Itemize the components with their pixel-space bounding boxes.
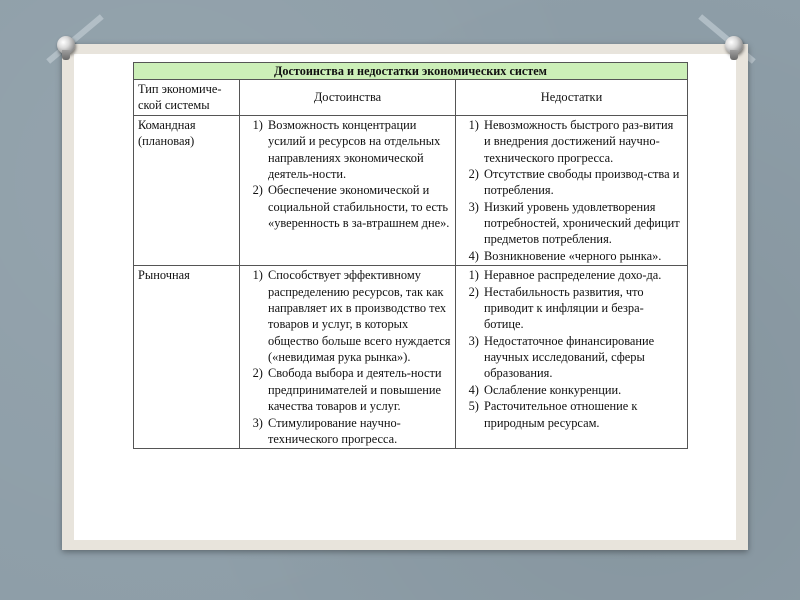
list-item: 3. Стимулирование научно-технического прогресса. [266,415,451,448]
list-item: 1. Неравное распределение дохо-да. [482,267,683,283]
table-row [134,266,688,449]
list-item: 2. Отсутствие свободы производ-ства и потребления. [482,166,683,199]
table-row [134,115,688,265]
list-item: 2. Свобода выбора и деятель-ности предпринимателей и повышение качества товаров и услуг. [266,365,451,414]
system-type-cell: Командная (плановая) [134,115,240,265]
disadvantages-cell [456,115,688,265]
list-item: 2. Обеспечение экономической и социальной стабильности, то есть «уверенность в за-втрашнем дне». [266,182,451,231]
list-item: 4. Ослабление конкуренции. [482,382,683,398]
list-item: 3. Низкий уровень удовлетворения потребностей, хронический дефицит предметов потребления. [482,199,683,248]
advantages-cell [240,115,456,265]
table-title: Достоинства и недостатки экономических систем [134,63,688,80]
list-item: 2. Нестабильность развития, что приводит к инфляции и безра-ботице. [482,284,683,333]
pushpin-icon [725,36,743,54]
header-disadvantages: Недостатки [456,80,688,116]
list-item: 5. Расточительное отношение к природным ресурсам. [482,398,683,431]
list-item: 4. Возникновение «черного рынка». [482,248,683,264]
list-item: 1. Возможность концентрации усилий и ресурсов на отдельных направлениях экономической деятель-ности. [266,117,451,183]
disadvantages-cell [456,266,688,449]
pushpin-icon [57,36,75,54]
header-system-type: Тип экономиче-ской системы [134,80,240,116]
system-type-cell: Рыночная [134,266,240,449]
table-header-row [134,80,688,116]
header-advantages: Достоинства [240,80,456,116]
list-item: 3. Недостаточное финансирование научных исследований, сферы образования. [482,333,683,382]
table-title-row [134,63,688,80]
list-item: 1. Невозможность быстрого раз-вития и внедрения достижений научно-технического прогресса. [482,117,683,166]
advantages-cell [240,266,456,449]
economic-systems-table [133,62,688,449]
list-item: 1. Способствует эффективному распределению ресурсов, так как направляет их в производство тех товаров и услуг, в которых общество больше всего нуждается («невидимая рука рынка»). [266,267,451,365]
